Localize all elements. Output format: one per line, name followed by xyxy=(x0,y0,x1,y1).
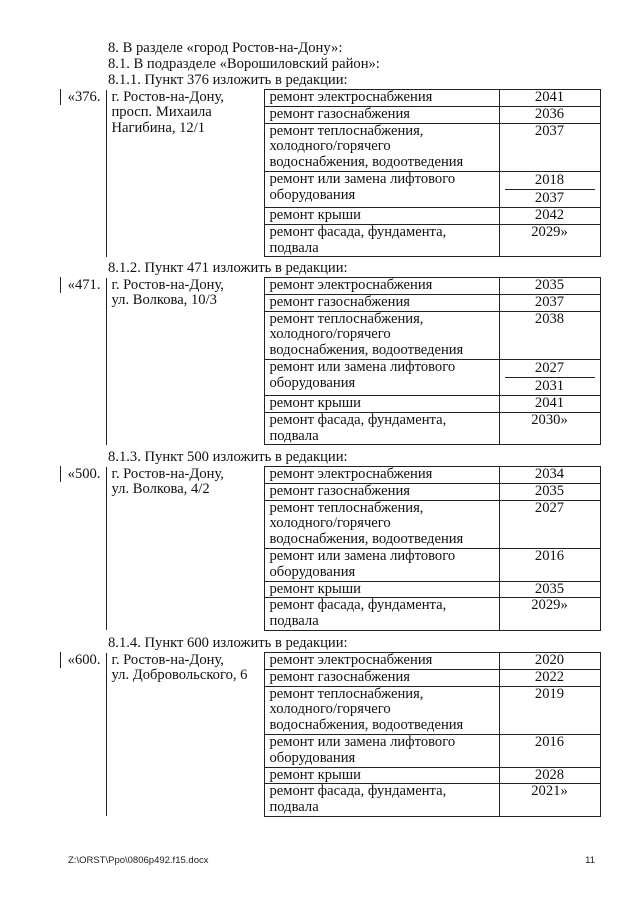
work-type-line: водоснабжения, водоотведения xyxy=(269,154,464,171)
work-type-cell xyxy=(264,311,499,359)
work-type-cell xyxy=(264,686,499,734)
work-type-cell xyxy=(264,500,499,548)
work-type-line: ремонт или замена лифтового xyxy=(269,358,456,375)
work-type-line: ремонт теплоснабжения, xyxy=(269,685,424,702)
table-left-border xyxy=(60,89,61,105)
repair-schedule-table xyxy=(60,277,601,445)
work-type-line: ремонт теплоснабжения, xyxy=(269,310,424,327)
repair-schedule-table xyxy=(60,466,601,631)
work-type-cell xyxy=(264,106,499,123)
year-cell: 2022 xyxy=(499,669,600,686)
table-left-border xyxy=(60,277,61,293)
year-cell xyxy=(499,171,600,207)
work-type-line: ремонт крыши xyxy=(269,394,361,411)
work-type-line: ремонт электроснабжения xyxy=(269,652,433,668)
work-type-line: подвала xyxy=(269,799,319,816)
work-type-cell xyxy=(264,669,499,686)
work-type-cell xyxy=(264,171,499,207)
item-intro: 8.1.4. Пункт 600 изложить в редакции: xyxy=(108,635,348,651)
work-type-line: ремонт крыши xyxy=(269,206,361,223)
footer-file-path: Z:\ORST\Ppo\0806p492.f15.docx xyxy=(68,855,209,866)
work-type-line: холодного/горячего xyxy=(269,138,391,155)
work-type-cell xyxy=(264,734,499,767)
address-line: г. Ростов-на-Дону, xyxy=(111,88,224,105)
table-left-border xyxy=(60,466,61,482)
work-type-cell xyxy=(264,467,499,484)
address-line: г. Ростов-на-Дону, xyxy=(111,276,224,293)
work-type-line: ремонт электроснабжения xyxy=(269,277,433,293)
year-cell: 2035 xyxy=(499,483,600,500)
year-cell: 2036 xyxy=(499,106,600,123)
work-type-cell xyxy=(264,581,499,598)
year-cell: 2037 xyxy=(499,123,600,171)
work-type-line: холодного/горячего xyxy=(269,701,391,718)
repair-schedule-table xyxy=(60,652,601,817)
year-cell: 2041 xyxy=(499,90,600,107)
item-number: «600. xyxy=(67,651,101,668)
address-cell xyxy=(106,278,264,445)
work-type-cell xyxy=(264,359,499,395)
item-number: «376. xyxy=(67,88,101,105)
work-type-line: ремонт электроснабжения xyxy=(269,466,433,482)
item-number: «500. xyxy=(67,465,101,482)
work-type-line: ремонт или замена лифтового xyxy=(269,733,456,750)
footer-page-number: 11 xyxy=(585,855,595,866)
work-type-cell xyxy=(264,224,499,257)
work-type-line: ремонт теплоснабжения, xyxy=(269,499,424,516)
work-type-cell xyxy=(264,767,499,784)
year-cell: 2037 xyxy=(499,294,600,311)
year-value: 2037 xyxy=(505,189,595,207)
table-row xyxy=(60,278,600,295)
year-cell: 2016 xyxy=(499,548,600,581)
work-type-line: ремонт крыши xyxy=(269,580,361,597)
item-intro: 8.1.1. Пункт 376 изложить в редакции: xyxy=(108,72,348,88)
work-type-cell xyxy=(264,548,499,581)
work-type-line: ремонт газоснабжения xyxy=(269,482,410,499)
work-type-line: ремонт или замена лифтового xyxy=(269,170,456,187)
work-type-cell xyxy=(264,412,499,445)
address-line: г. Ростов-на-Дону, xyxy=(111,651,224,668)
table-row xyxy=(60,467,600,484)
work-type-line: водоснабжения, водоотведения xyxy=(269,342,464,359)
work-type-line: ремонт крыши xyxy=(269,766,361,783)
work-type-line: ремонт или замена лифтового xyxy=(269,547,456,564)
work-type-line: подвала xyxy=(269,239,319,256)
work-type-cell xyxy=(264,395,499,412)
work-type-line: ремонт электроснабжения xyxy=(269,89,433,105)
work-type-cell xyxy=(264,123,499,171)
item-number: «471. xyxy=(67,276,101,293)
year-value: 2018 xyxy=(534,171,565,188)
year-value: 2027 xyxy=(534,359,565,376)
year-cell: 2034 xyxy=(499,467,600,484)
work-type-line: ремонт фасада, фундамента, xyxy=(269,597,447,614)
address-cell xyxy=(106,653,264,817)
work-type-line: оборудования xyxy=(269,749,356,766)
address-line: ул. Волкова, 10/3 xyxy=(111,292,217,309)
work-type-line: подвала xyxy=(269,427,319,444)
year-cell: 2019 xyxy=(499,686,600,734)
work-type-line: водоснабжения, водоотведения xyxy=(269,717,464,734)
subsection-heading: 8.1. В подразделе «Ворошиловский район»: xyxy=(108,56,380,72)
repair-schedule-table xyxy=(60,89,601,257)
work-type-line: ремонт фасада, фундамента, xyxy=(269,411,447,428)
item-intro: 8.1.3. Пункт 500 изложить в редакции: xyxy=(108,449,348,465)
work-type-line: водоснабжения, водоотведения xyxy=(269,531,464,548)
year-cell: 2016 xyxy=(499,734,600,767)
year-cell: 2030» xyxy=(499,412,600,445)
work-type-cell xyxy=(264,90,499,107)
work-type-cell xyxy=(264,483,499,500)
work-type-cell xyxy=(264,598,499,631)
work-type-line: ремонт газоснабжения xyxy=(269,668,410,685)
work-type-line: ремонт фасада, фундамента, xyxy=(269,223,447,240)
address-line: просп. Михаила xyxy=(111,104,212,121)
work-type-line: ремонт теплоснабжения, xyxy=(269,122,424,139)
work-type-line: холодного/горячего xyxy=(269,515,391,532)
work-type-cell xyxy=(264,278,499,295)
address-line: Нагибина, 12/1 xyxy=(111,120,206,137)
section-heading: 8. В разделе «город Ростов-на-Дону»: xyxy=(108,40,343,56)
table-row xyxy=(60,90,600,107)
year-value: 2031 xyxy=(505,377,595,395)
year-cell: 2020 xyxy=(499,653,600,670)
year-cell: 2035 xyxy=(499,581,600,598)
address-cell xyxy=(106,90,264,257)
item-intro: 8.1.2. Пункт 471 изложить в редакции: xyxy=(108,260,348,276)
address-cell xyxy=(106,467,264,631)
work-type-line: ремонт газоснабжения xyxy=(269,293,410,310)
year-cell: 2027 xyxy=(499,500,600,548)
work-type-line: ремонт газоснабжения xyxy=(269,105,410,122)
work-type-cell xyxy=(264,653,499,670)
address-line: г. Ростов-на-Дону, xyxy=(111,465,224,482)
table-left-border xyxy=(60,652,61,668)
year-cell: 2029» xyxy=(499,224,600,257)
year-cell: 2028 xyxy=(499,767,600,784)
work-type-cell xyxy=(264,294,499,311)
address-line: ул. Волкова, 4/2 xyxy=(111,481,210,498)
work-type-cell xyxy=(264,207,499,224)
year-cell: 2029» xyxy=(499,598,600,631)
work-type-line: оборудования xyxy=(269,563,356,580)
table-row xyxy=(60,653,600,670)
work-type-line: ремонт фасада, фундамента, xyxy=(269,783,447,800)
year-cell: 2038 xyxy=(499,311,600,359)
address-line: ул. Добровольского, 6 xyxy=(111,667,248,684)
year-cell: 2042 xyxy=(499,207,600,224)
work-type-line: оборудования xyxy=(269,374,356,391)
work-type-line: холодного/горячего xyxy=(269,326,391,343)
year-cell: 2041 xyxy=(499,395,600,412)
year-cell: 2021» xyxy=(499,784,600,817)
year-cell xyxy=(499,359,600,395)
work-type-line: подвала xyxy=(269,613,319,630)
work-type-line: оборудования xyxy=(269,186,356,203)
work-type-cell xyxy=(264,784,499,817)
year-cell: 2035 xyxy=(499,278,600,295)
